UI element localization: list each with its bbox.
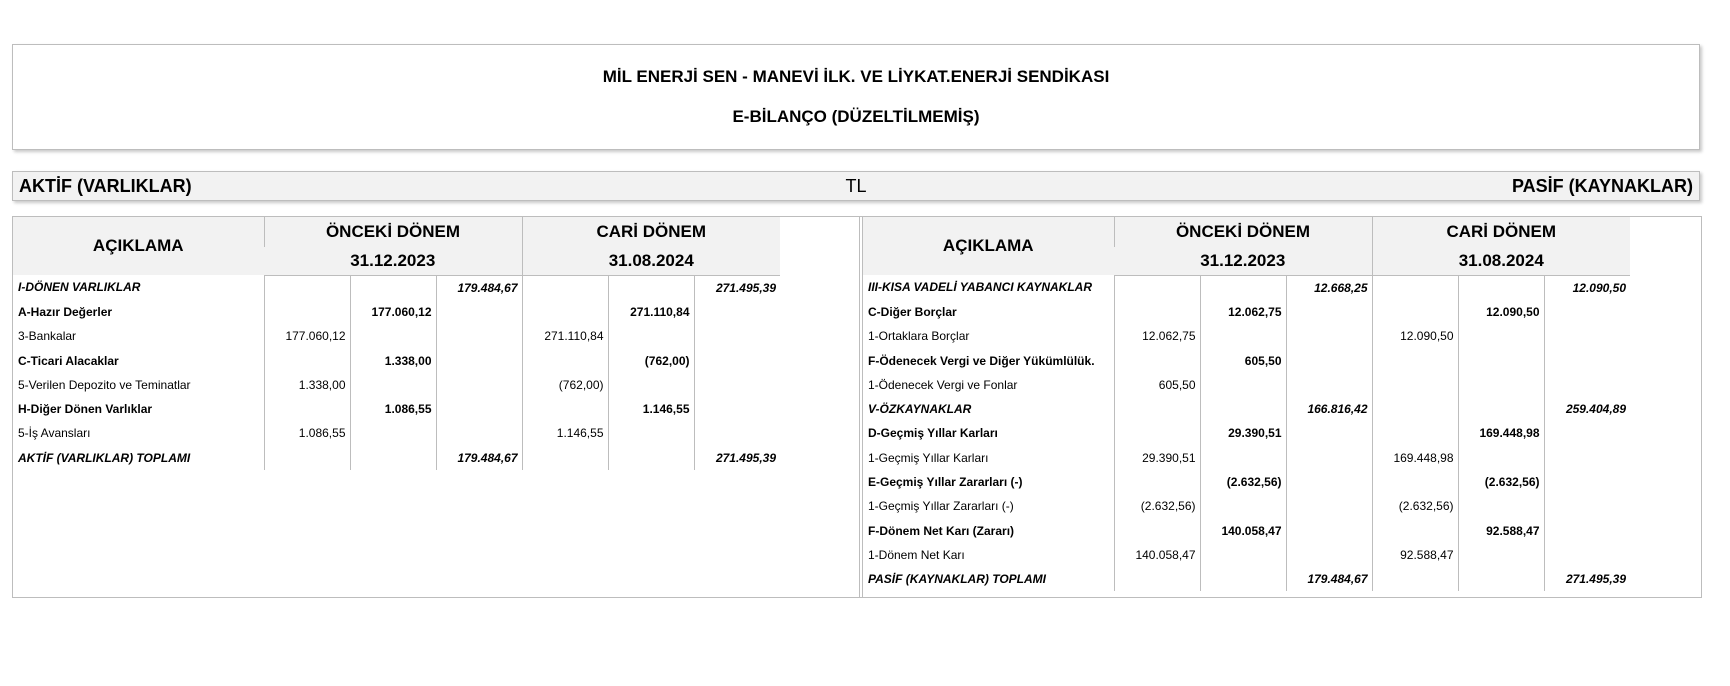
curr-total-value: 271.495,39 xyxy=(694,275,780,300)
table-row xyxy=(863,543,1630,567)
curr-detail-value xyxy=(522,446,608,470)
assets-desc-header: AÇIKLAMA xyxy=(13,217,264,275)
assets-curr-date: 31.08.2024 xyxy=(522,247,780,275)
prev-total-value xyxy=(436,300,522,324)
curr-total-value xyxy=(1544,494,1630,518)
table-row xyxy=(13,446,780,470)
curr-total-value xyxy=(1544,324,1630,348)
table-row xyxy=(13,373,780,397)
prev-subtotal-value xyxy=(350,373,436,397)
curr-subtotal-value xyxy=(608,373,694,397)
prev-detail-value xyxy=(1114,470,1200,494)
curr-detail-value: 169.448,98 xyxy=(1372,446,1458,470)
prev-detail-value xyxy=(264,348,350,372)
table-row xyxy=(863,446,1630,470)
row-description: III-KISA VADELİ YABANCI KAYNAKLAR xyxy=(868,280,1093,295)
curr-total-value xyxy=(1544,421,1630,445)
prev-detail-value xyxy=(1114,518,1200,542)
prev-detail-value xyxy=(1114,275,1200,300)
prev-subtotal-value: 1.086,55 xyxy=(350,397,436,421)
curr-detail-value xyxy=(522,397,608,421)
table-row xyxy=(863,567,1630,591)
table-row xyxy=(13,421,780,445)
curr-subtotal-value: 92.588,47 xyxy=(1458,518,1544,542)
table-row xyxy=(863,494,1630,518)
prev-detail-value xyxy=(264,446,350,470)
prev-detail-value: 29.390,51 xyxy=(1114,446,1200,470)
curr-subtotal-value xyxy=(608,446,694,470)
prev-total-value: 166.816,42 xyxy=(1286,397,1372,421)
curr-detail-value: 271.110,84 xyxy=(522,324,608,348)
row-description: F-Dönem Net Karı (Zararı) xyxy=(868,523,1015,538)
liabilities-prev-header: ÖNCEKİ DÖNEM xyxy=(1114,217,1372,247)
prev-subtotal-value xyxy=(1200,446,1286,470)
row-description: I-DÖNEN VARLIKLAR xyxy=(18,280,141,295)
curr-detail-value xyxy=(1372,373,1458,397)
curr-total-value xyxy=(694,348,780,372)
prev-total-value xyxy=(1286,348,1372,372)
liabilities-table xyxy=(863,217,1630,591)
liabilities-curr-date: 31.08.2024 xyxy=(1372,247,1630,275)
table-row xyxy=(863,373,1630,397)
prev-subtotal-value: 29.390,51 xyxy=(1200,421,1286,445)
prev-subtotal-value xyxy=(1200,543,1286,567)
assets-prev-header: ÖNCEKİ DÖNEM xyxy=(264,217,522,247)
prev-detail-value: (2.632,56) xyxy=(1114,494,1200,518)
table-row xyxy=(13,348,780,372)
curr-total-value xyxy=(1544,300,1630,324)
prev-total-value xyxy=(1286,373,1372,397)
company-title: MİL ENERJİ SEN - MANEVİ İLK. VE LİYKAT.ENERJİ SENDİKASI xyxy=(602,67,1110,86)
table-row xyxy=(863,518,1630,542)
prev-subtotal-value xyxy=(1200,567,1286,591)
prev-subtotal-value xyxy=(350,446,436,470)
curr-subtotal-value: (2.632,56) xyxy=(1458,470,1544,494)
curr-total-value xyxy=(1544,518,1630,542)
assets-rows xyxy=(13,275,780,470)
table-row xyxy=(13,300,780,324)
curr-detail-value xyxy=(1372,397,1458,421)
prev-subtotal-value xyxy=(350,275,436,300)
curr-total-value: 271.495,39 xyxy=(694,446,780,470)
section-header-bar xyxy=(12,171,1700,201)
row-description: C-Diğer Borçlar xyxy=(868,304,957,319)
curr-total-value xyxy=(694,324,780,348)
curr-subtotal-value xyxy=(1458,543,1544,567)
curr-total-value xyxy=(1544,446,1630,470)
row-description: H-Diğer Dönen Varlıklar xyxy=(18,402,153,417)
prev-total-value xyxy=(436,397,522,421)
curr-subtotal-value xyxy=(608,275,694,300)
prev-total-value: 179.484,67 xyxy=(436,446,522,470)
prev-detail-value xyxy=(264,275,350,300)
assets-curr-header: CARİ DÖNEM xyxy=(522,217,780,247)
prev-subtotal-value xyxy=(1200,275,1286,300)
assets-heading: AKTİF (VARLIKLAR) xyxy=(19,176,192,196)
prev-total-value xyxy=(1286,518,1372,542)
row-description: V-ÖZKAYNAKLAR xyxy=(868,402,972,417)
liabilities-rows xyxy=(863,275,1630,591)
curr-detail-value xyxy=(522,300,608,324)
table-row xyxy=(863,348,1630,372)
curr-detail-value: (762,00) xyxy=(522,373,608,397)
curr-subtotal-value xyxy=(608,421,694,445)
table-row xyxy=(863,275,1630,300)
prev-subtotal-value: 12.062,75 xyxy=(1200,300,1286,324)
curr-total-value xyxy=(1544,543,1630,567)
row-description: C-Ticari Alacaklar xyxy=(18,353,119,368)
row-description: PASİF (KAYNAKLAR) TOPLAMI xyxy=(868,572,1046,587)
prev-detail-value: 140.058,47 xyxy=(1114,543,1200,567)
prev-total-value xyxy=(436,324,522,348)
curr-detail-value: 12.090,50 xyxy=(1372,324,1458,348)
curr-subtotal-value xyxy=(1458,397,1544,421)
curr-subtotal-value: 169.448,98 xyxy=(1458,421,1544,445)
prev-subtotal-value: (2.632,56) xyxy=(1200,470,1286,494)
prev-subtotal-value xyxy=(350,324,436,348)
curr-subtotal-value xyxy=(1458,494,1544,518)
prev-detail-value xyxy=(1114,421,1200,445)
curr-detail-value xyxy=(1372,567,1458,591)
prev-subtotal-value xyxy=(1200,397,1286,421)
table-row xyxy=(863,324,1630,348)
curr-total-value xyxy=(1544,470,1630,494)
prev-detail-value xyxy=(1114,300,1200,324)
row-description: 1-Ortaklara Borçlar xyxy=(868,329,970,344)
curr-subtotal-value: 12.090,50 xyxy=(1458,300,1544,324)
table-row xyxy=(13,275,780,300)
prev-total-value: 179.484,67 xyxy=(1286,567,1372,591)
curr-total-value xyxy=(694,421,780,445)
prev-subtotal-value xyxy=(1200,494,1286,518)
row-description: 1-Geçmiş Yıllar Karları xyxy=(868,450,989,465)
assets-table xyxy=(13,217,780,470)
curr-total-value xyxy=(1544,373,1630,397)
curr-subtotal-value xyxy=(608,324,694,348)
prev-subtotal-value: 1.338,00 xyxy=(350,348,436,372)
prev-subtotal-value: 140.058,47 xyxy=(1200,518,1286,542)
prev-total-value xyxy=(1286,470,1372,494)
curr-total-value: 259.404,89 xyxy=(1544,397,1630,421)
row-description: F-Ödenecek Vergi ve Diğer Yükümlülük. xyxy=(868,353,1095,368)
row-description: 1-Dönem Net Karı xyxy=(868,547,965,562)
table-row xyxy=(13,397,780,421)
prev-total-value: 179.484,67 xyxy=(436,275,522,300)
prev-subtotal-value xyxy=(350,421,436,445)
prev-detail-value xyxy=(264,300,350,324)
curr-detail-value xyxy=(1372,275,1458,300)
prev-subtotal-value xyxy=(1200,373,1286,397)
curr-subtotal-value xyxy=(1458,348,1544,372)
curr-detail-value: 92.588,47 xyxy=(1372,543,1458,567)
curr-total-value xyxy=(1544,348,1630,372)
row-description: AKTİF (VARLIKLAR) TOPLAMI xyxy=(18,450,191,465)
curr-subtotal-value xyxy=(1458,373,1544,397)
row-description: 5-Verilen Depozito ve Teminatlar xyxy=(18,377,191,392)
prev-total-value xyxy=(436,373,522,397)
liabilities-curr-header: CARİ DÖNEM xyxy=(1372,217,1630,247)
prev-detail-value: 177.060,12 xyxy=(264,324,350,348)
curr-subtotal-value xyxy=(1458,324,1544,348)
curr-subtotal-value: 1.146,55 xyxy=(608,397,694,421)
curr-total-value: 271.495,39 xyxy=(1544,567,1630,591)
assets-prev-date: 31.12.2023 xyxy=(264,247,522,275)
liabilities-prev-date: 31.12.2023 xyxy=(1114,247,1372,275)
balance-sheet xyxy=(12,216,1702,598)
row-description: D-Geçmiş Yıllar Karları xyxy=(868,426,998,441)
prev-total-value: 12.668,25 xyxy=(1286,275,1372,300)
prev-total-value xyxy=(1286,421,1372,445)
prev-total-value xyxy=(436,348,522,372)
row-description: 1-Ödenecek Vergi ve Fonlar xyxy=(868,377,1018,392)
table-row xyxy=(863,300,1630,324)
prev-subtotal-value: 605,50 xyxy=(1200,348,1286,372)
curr-detail-value xyxy=(1372,300,1458,324)
currency-label: TL xyxy=(845,176,867,196)
prev-subtotal-value xyxy=(1200,324,1286,348)
curr-total-value: 12.090,50 xyxy=(1544,275,1630,300)
prev-detail-value: 1.338,00 xyxy=(264,373,350,397)
curr-detail-value xyxy=(1372,518,1458,542)
report-title: E-BİLANÇO (DÜZELTİLMEMİŞ) xyxy=(732,107,980,126)
curr-total-value xyxy=(694,373,780,397)
prev-detail-value xyxy=(264,397,350,421)
liabilities-desc-header: AÇIKLAMA xyxy=(863,217,1114,275)
prev-subtotal-value: 177.060,12 xyxy=(350,300,436,324)
curr-subtotal-value: (762,00) xyxy=(608,348,694,372)
curr-total-value xyxy=(694,397,780,421)
prev-total-value xyxy=(1286,446,1372,470)
row-description: A-Hazır Değerler xyxy=(18,304,113,319)
curr-detail-value xyxy=(1372,470,1458,494)
prev-detail-value xyxy=(1114,348,1200,372)
prev-total-value xyxy=(1286,300,1372,324)
curr-total-value xyxy=(694,300,780,324)
table-row xyxy=(863,421,1630,445)
table-row xyxy=(863,470,1630,494)
table-row xyxy=(13,324,780,348)
curr-subtotal-value xyxy=(1458,446,1544,470)
row-description: 5-İş Avansları xyxy=(18,426,91,441)
prev-detail-value xyxy=(1114,567,1200,591)
liabilities-heading: PASİF (KAYNAKLAR) xyxy=(1511,176,1693,196)
prev-detail-value xyxy=(1114,397,1200,421)
table-row xyxy=(863,397,1630,421)
prev-detail-value: 605,50 xyxy=(1114,373,1200,397)
curr-detail-value xyxy=(522,348,608,372)
curr-detail-value xyxy=(1372,348,1458,372)
prev-total-value xyxy=(1286,324,1372,348)
curr-subtotal-value: 271.110,84 xyxy=(608,300,694,324)
curr-detail-value: (2.632,56) xyxy=(1372,494,1458,518)
row-description: E-Geçmiş Yıllar Zararları (-) xyxy=(868,475,1023,490)
row-description: 1-Geçmiş Yıllar Zararları (-) xyxy=(868,499,1014,514)
row-description: 3-Bankalar xyxy=(18,329,77,344)
prev-total-value xyxy=(1286,543,1372,567)
curr-detail-value xyxy=(1372,421,1458,445)
prev-detail-value: 1.086,55 xyxy=(264,421,350,445)
curr-subtotal-value xyxy=(1458,567,1544,591)
prev-detail-value: 12.062,75 xyxy=(1114,324,1200,348)
report-title-box xyxy=(12,44,1700,150)
prev-total-value xyxy=(1286,494,1372,518)
curr-detail-value: 1.146,55 xyxy=(522,421,608,445)
prev-total-value xyxy=(436,421,522,445)
curr-subtotal-value xyxy=(1458,275,1544,300)
curr-detail-value xyxy=(522,275,608,300)
